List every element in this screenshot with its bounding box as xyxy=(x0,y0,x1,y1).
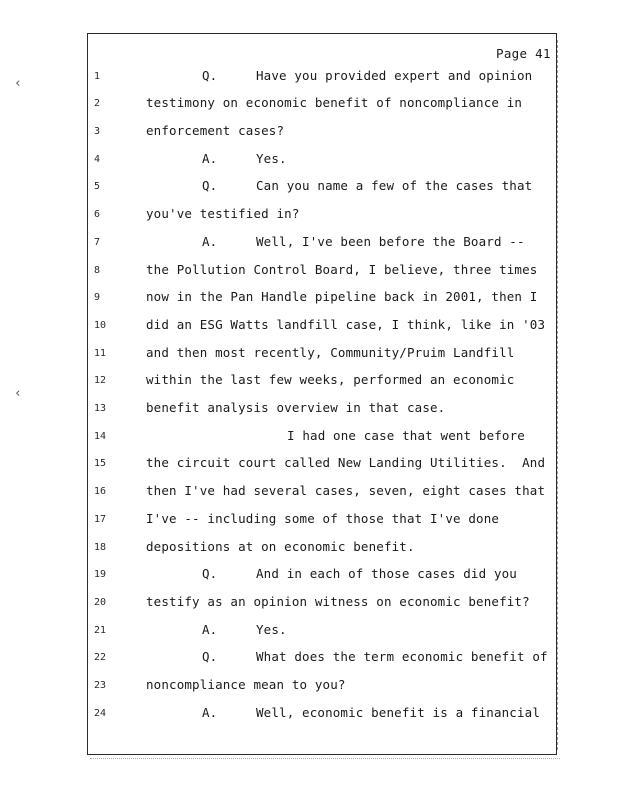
line-content: Can you name a few of the cases that xyxy=(256,178,533,193)
line-number: 19 xyxy=(94,569,107,580)
line-text xyxy=(202,151,287,166)
transcript-line xyxy=(0,483,546,503)
transcript-line xyxy=(0,123,285,143)
line-content: now in the Pan Handle pipeline back in 2001, then I xyxy=(146,289,538,304)
speaker-label: A. xyxy=(202,151,218,166)
speaker-label: A. xyxy=(202,234,218,249)
line-content: testimony on economic benefit of noncompliance in xyxy=(146,95,523,110)
transcript-line xyxy=(0,428,525,448)
line-number: 21 xyxy=(94,625,107,636)
line-content: Have you provided expert and opinion xyxy=(256,68,533,83)
page-number: Page 41 xyxy=(496,46,551,61)
line-number: 16 xyxy=(94,486,107,497)
line-number: 24 xyxy=(94,708,107,719)
line-number: 17 xyxy=(94,514,107,525)
line-content: And in each of those cases did you xyxy=(256,566,517,581)
transcript-line xyxy=(0,95,523,115)
line-number: 6 xyxy=(94,209,101,220)
left-margin-mark: ‹ xyxy=(14,76,22,91)
transcript-line xyxy=(0,511,500,531)
line-content: What does the term economic benefit of xyxy=(256,649,548,664)
line-number: 1 xyxy=(94,71,101,82)
line-text xyxy=(202,178,532,193)
line-number: 4 xyxy=(94,154,101,165)
transcript-line xyxy=(0,622,287,642)
line-number: 5 xyxy=(94,181,101,192)
line-content: the circuit court called New Landing Utilities. And xyxy=(146,455,546,470)
line-content: the Pollution Control Board, I believe, three times xyxy=(146,262,538,277)
line-text xyxy=(202,234,525,249)
line-content: Yes. xyxy=(256,622,287,637)
line-text xyxy=(202,705,540,720)
line-content: Well, economic benefit is a financial xyxy=(256,705,540,720)
line-content: enforcement cases? xyxy=(146,123,285,138)
speaker-label: Q. xyxy=(202,649,218,664)
speaker-label: A. xyxy=(202,622,218,637)
transcript-line xyxy=(0,289,538,309)
line-number: 3 xyxy=(94,126,101,137)
line-text xyxy=(202,649,548,664)
line-content: then I've had several cases, seven, eight cases that xyxy=(146,483,546,498)
transcript-line xyxy=(0,317,546,337)
line-number: 14 xyxy=(94,431,107,442)
transcript-page-frame xyxy=(87,33,557,755)
line-content: testify as an opinion witness on economic benefit? xyxy=(146,594,530,609)
line-content: within the last few weeks, performed an economic xyxy=(146,372,515,387)
line-text xyxy=(202,566,517,581)
line-content: benefit analysis overview in that case. xyxy=(146,400,446,415)
transcript-line xyxy=(0,677,346,697)
line-number: 7 xyxy=(94,237,101,248)
line-content: Yes. xyxy=(256,151,287,166)
line-number: 8 xyxy=(94,265,101,276)
transcript-line xyxy=(0,705,540,725)
transcript-line xyxy=(0,400,446,420)
line-text xyxy=(202,622,287,637)
transcript-line xyxy=(0,178,533,198)
transcript-line xyxy=(0,455,546,475)
line-number: 22 xyxy=(94,652,107,663)
transcript-line xyxy=(0,566,517,586)
line-content: did an ESG Watts landfill case, I think, like in '03 xyxy=(146,317,546,332)
transcript-line xyxy=(0,594,530,614)
line-content: Well, I've been before the Board -- xyxy=(256,234,525,249)
right-margin-rule xyxy=(557,40,558,750)
speaker-label: Q. xyxy=(202,178,218,193)
line-content: depositions at on economic benefit. xyxy=(146,539,415,554)
line-number: 12 xyxy=(94,375,107,386)
line-number: 13 xyxy=(94,403,107,414)
line-number: 10 xyxy=(94,320,107,331)
line-number: 18 xyxy=(94,542,107,553)
line-text xyxy=(202,68,532,83)
bottom-scan-line xyxy=(90,758,560,759)
transcript-line xyxy=(0,649,548,669)
line-number: 15 xyxy=(94,458,107,469)
transcript-line xyxy=(0,539,415,559)
line-number: 9 xyxy=(94,292,101,303)
transcript-line xyxy=(0,345,515,365)
transcript-line xyxy=(0,234,525,254)
speaker-label: A. xyxy=(202,705,218,720)
transcript-line xyxy=(0,68,533,88)
speaker-label: Q. xyxy=(202,68,218,83)
left-margin-mark: ‹ xyxy=(14,386,22,401)
transcript-line xyxy=(0,372,515,392)
line-content: I've -- including some of those that I've done xyxy=(146,511,500,526)
line-number: 11 xyxy=(94,348,107,359)
line-content: I had one case that went before xyxy=(287,428,525,443)
line-number: 23 xyxy=(94,680,107,691)
transcript-line xyxy=(0,206,300,226)
line-number: 2 xyxy=(94,98,101,109)
line-content: you've testified in? xyxy=(146,206,300,221)
speaker-label: Q. xyxy=(202,566,218,581)
line-content: noncompliance mean to you? xyxy=(146,677,346,692)
transcript-line xyxy=(0,262,538,282)
transcript-line xyxy=(0,151,287,171)
line-content: and then most recently, Community/Pruim Landfill xyxy=(146,345,515,360)
line-number: 20 xyxy=(94,597,107,608)
